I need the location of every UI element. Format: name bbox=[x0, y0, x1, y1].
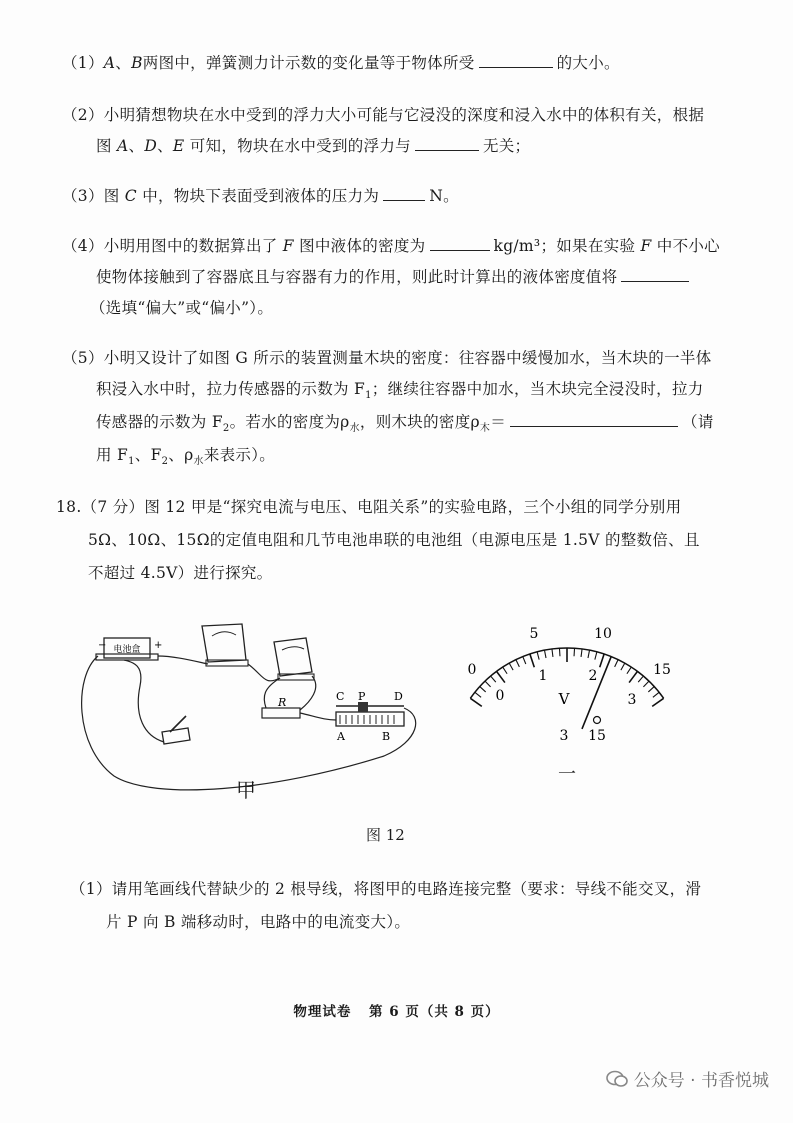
outer-tick-label-5: 5 bbox=[529, 626, 539, 642]
q17-part4-line3: （选填“偏大”或“偏小”）。 bbox=[90, 299, 274, 317]
resistor-label: R bbox=[278, 696, 287, 709]
battery-plus: + bbox=[154, 640, 163, 651]
q17-part2-line1: （2）小明猜想物块在水中受到的浮力大小可能与它浸没的深度和浸入水中的体积有关，根据 bbox=[62, 106, 705, 124]
unit-label: V bbox=[558, 690, 570, 708]
answer-blank[interactable] bbox=[510, 410, 678, 427]
dial-tick bbox=[497, 671, 505, 682]
figure-caption: 图 12 bbox=[366, 826, 405, 844]
rheostat bbox=[336, 690, 404, 743]
q17-part4-line2: 使物体接触到了容器底且与容器有力的作用，则此时计算出的液体密度值将 bbox=[96, 260, 693, 294]
dial-tick bbox=[588, 650, 590, 658]
dial-tick bbox=[523, 657, 526, 664]
answer-blank[interactable] bbox=[430, 234, 490, 251]
dial-tick bbox=[516, 660, 519, 667]
dial-tick bbox=[544, 650, 546, 658]
dial-tick bbox=[537, 652, 539, 660]
rheostat-label-c: C bbox=[336, 690, 345, 703]
rheostat-label-p: P bbox=[358, 690, 366, 703]
q18-part1-line1: （1）请用笔画线代替缺少的 2 根导线，将图甲的电路连接完整（要求：导线不能交叉，滑 bbox=[70, 880, 702, 898]
q18-line2: 5Ω、10Ω、15Ω的定值电阻和几节电池串联的电池组（电源电压是 1.5V 的整数倍、且 bbox=[88, 531, 700, 549]
voltmeter-device bbox=[274, 638, 314, 680]
q17-part5-line2: 积浸入水中时，拉力传感器的示数为 $F_1$；继续往容器中加水，当木块完全浸没时，拉力 bbox=[96, 380, 704, 402]
switch bbox=[162, 716, 190, 744]
wires bbox=[82, 656, 416, 790]
outer-tick-label-15: 15 bbox=[653, 662, 671, 678]
terminal-label-3: 3 bbox=[559, 728, 569, 744]
answer-blank[interactable] bbox=[621, 265, 689, 282]
rheostat-label-b: B bbox=[382, 730, 391, 743]
dial-tick bbox=[480, 687, 486, 692]
figure-label-yi: 一 bbox=[558, 764, 576, 785]
dial-tick bbox=[530, 654, 534, 667]
outer-tick-label-0: 0 bbox=[467, 662, 477, 678]
inner-tick-label-2: 2 bbox=[588, 668, 598, 684]
dial-tick bbox=[470, 698, 481, 706]
battery-label: 电池盒 bbox=[113, 645, 141, 655]
figure-label-jia: 甲 bbox=[236, 778, 256, 802]
inner-tick-label-0: 0 bbox=[495, 688, 505, 704]
dial-tick bbox=[509, 663, 513, 670]
footer-subject: 物理试卷 bbox=[293, 1004, 352, 1020]
dial-tick bbox=[574, 648, 575, 656]
dial-tick bbox=[595, 652, 597, 660]
q17-part5-line4: 用 $F_1$、$F_2$、$\rho_水$来表示）。 bbox=[96, 446, 276, 468]
page-footer bbox=[0, 1000, 793, 1020]
dial-tick bbox=[475, 692, 481, 697]
dial-tick bbox=[581, 649, 582, 657]
answer-blank[interactable] bbox=[415, 134, 479, 151]
q18-line3: 不超过 4.5V）进行探究。 bbox=[88, 564, 273, 582]
dial-tick bbox=[485, 681, 491, 687]
watermark bbox=[606, 1066, 769, 1093]
dial-tick bbox=[648, 687, 654, 692]
dial-tick bbox=[627, 667, 631, 674]
terminal-15 bbox=[594, 717, 601, 724]
inner-tick-label-3: 3 bbox=[627, 692, 637, 708]
ammeter bbox=[202, 624, 248, 666]
q17-part3: （3）图 C 中，物块下表面受到液体的压力为 N。 bbox=[62, 179, 459, 213]
inner-tick-label-1: 1 bbox=[538, 668, 548, 684]
q17-part2-line2: 图 A、D、E 可知，物块在水中受到的浮力与 无关； bbox=[96, 129, 530, 163]
watermark-text: 公众号 · 书香悦城 bbox=[633, 1071, 769, 1091]
q17-part5-line1: （5）小明又设计了如图 G 所示的装置测量木块的密度：往容器中缓慢加水，当木块的一半体 bbox=[62, 349, 712, 367]
terminal-label-15: 15 bbox=[588, 728, 606, 744]
dial-tick bbox=[491, 676, 496, 682]
dial-tick bbox=[643, 681, 649, 687]
dial-tick bbox=[652, 698, 663, 706]
dial-tick bbox=[638, 676, 643, 682]
rheostat-label-a: A bbox=[337, 730, 345, 743]
answer-blank[interactable] bbox=[383, 184, 425, 201]
dial-tick bbox=[559, 648, 560, 656]
wechat-icon bbox=[606, 1070, 628, 1093]
q17-part4-line1: （4）小明用图中的数据算出了 F 图中液体的密度为 kg/m³；如果在实验 F 中不小心 bbox=[62, 229, 720, 263]
dial-tick bbox=[503, 667, 507, 674]
q18-part1-line2: 片 P 向 B 端移动时，电路中的电流变大）。 bbox=[106, 913, 411, 931]
dial-tick bbox=[600, 654, 604, 667]
q17-part5-line3: 传感器的示数为 $F_2$。若水的密度为$\rho_水$，则木块的密度$\rho_木=$ （请 bbox=[96, 405, 714, 446]
resistor bbox=[262, 696, 300, 718]
outer-tick-label-10: 10 bbox=[594, 626, 612, 642]
q17-part1: （1）A、B两图中，弹簧测力计示数的变化量等于物体所受 的大小。 bbox=[62, 46, 620, 80]
battery-box bbox=[96, 638, 162, 660]
dial-tick bbox=[615, 660, 618, 667]
dial-tick bbox=[621, 663, 625, 670]
q18-line1: 18.（7 分）图 12 甲是“探究电流与电压、电阻关系”的实验电路，三个小组的同学分别用 bbox=[56, 498, 682, 516]
footer-page-number: 第 6 页（共 8 页） bbox=[369, 1004, 500, 1020]
answer-blank[interactable] bbox=[479, 51, 553, 68]
dial-tick bbox=[629, 671, 637, 682]
rheostat-label-d: D bbox=[394, 690, 403, 703]
dial-tick bbox=[552, 649, 553, 657]
dial-tick bbox=[653, 692, 659, 697]
battery-minus: − bbox=[98, 640, 107, 651]
